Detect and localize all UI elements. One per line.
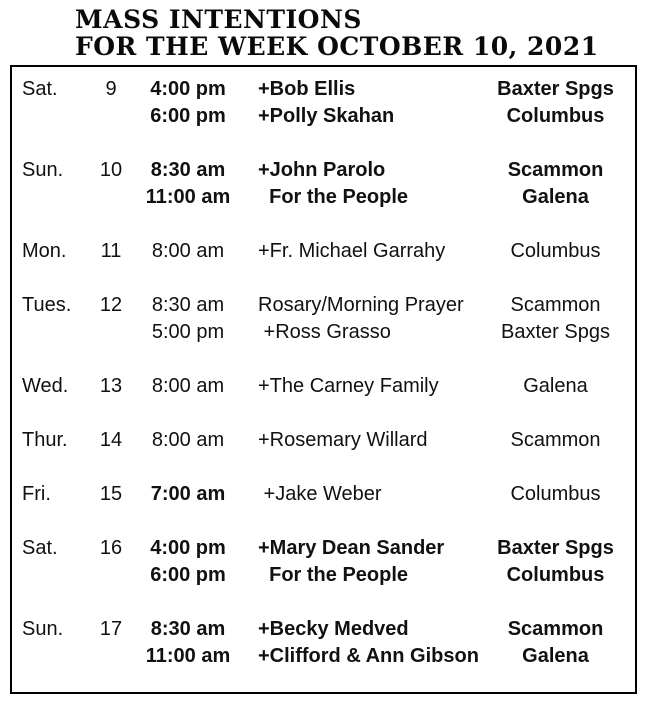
intention-cell: +Rosemary Willard [258,429,428,451]
date-cell [90,643,132,670]
date-cell [90,103,132,130]
day-group-thur-14 [12,427,635,454]
mass-row [12,643,635,670]
date-cell: 15 [99,483,123,505]
time-cell: 6:00 pm [150,564,226,586]
date-cell [90,184,132,211]
mass-row [12,319,635,346]
title-block [75,6,599,60]
date-cell: 9 [105,78,117,100]
day-cell: Tues. [22,294,72,316]
location-cell: Columbus [510,240,601,262]
location-cell: Scammon [507,159,604,181]
time-cell: 7:00 am [150,483,226,505]
location-cell: Baxter Spgs [497,537,614,559]
mass-row [12,184,635,211]
intention-cell: +Fr. Michael Garrahy [258,240,446,262]
mass-row [12,238,635,265]
time-cell: 8:30 am [150,159,226,181]
time-cell: 8:30 am [151,294,225,316]
time-cell: 8:00 am [151,375,225,397]
location-cell: Columbus [510,483,601,505]
day-cell: Sat. [22,78,58,100]
time-cell: 8:00 am [151,240,225,262]
day-group-tues-12 [12,292,635,346]
day-cell [12,184,90,211]
time-cell: 11:00 am [145,645,231,667]
mass-row [12,373,635,400]
mass-row [12,103,635,130]
day-cell [12,319,90,346]
location-cell: Scammon [510,429,601,451]
day-cell [12,643,90,670]
location-cell: Scammon [510,294,601,316]
day-group-sat-16 [12,535,635,589]
day-group-mon-11 [12,238,635,265]
date-cell: 13 [99,375,123,397]
intention-cell: For the People [258,564,409,586]
page-subtitle: FOR THE WEEK OCTOBER 10, 2021 [75,32,599,61]
mass-row [12,157,635,184]
page-title: MASS INTENTIONS [75,5,362,34]
time-cell: 11:00 am [145,186,231,208]
mass-row [12,562,635,589]
day-cell: Wed. [22,375,69,397]
mass-row [12,535,635,562]
day-cell: Sun. [22,159,64,181]
day-cell: Sun. [22,618,64,640]
location-cell: Baxter Spgs [497,78,614,100]
day-cell [12,103,90,130]
date-cell: 11 [100,240,122,262]
date-cell: 12 [99,294,123,316]
location-cell: Galena [522,645,589,667]
day-cell: Thur. [22,429,68,451]
mass-row [12,616,635,643]
mass-intentions-table [10,65,637,694]
day-cell: Mon. [22,240,67,262]
intention-cell: +Clifford & Ann Gibson [258,645,479,667]
time-cell: 5:00 pm [151,321,225,343]
intention-cell: +Becky Medved [258,618,409,640]
date-cell: 17 [99,618,123,640]
intention-cell: Rosary/Morning Prayer [258,294,464,316]
time-cell: 8:00 am [151,429,225,451]
location-cell: Baxter Spgs [501,321,610,343]
intention-cell: +Jake Weber [258,483,382,505]
time-cell: 4:00 pm [150,537,226,559]
intention-cell: +Mary Dean Sander [258,537,445,559]
intention-cell: +John Parolo [258,159,386,181]
time-cell: 8:30 am [150,618,226,640]
mass-row [12,427,635,454]
time-cell: 4:00 pm [150,78,226,100]
time-cell: 6:00 pm [150,105,226,127]
location-cell: Galena [523,375,588,397]
intention-cell: +Bob Ellis [258,78,356,100]
date-cell: 10 [99,159,123,181]
date-cell [90,319,132,346]
location-cell: Columbus [506,105,605,127]
mass-row [12,76,635,103]
day-group-sun-10 [12,157,635,211]
day-group-fri-15 [12,481,635,508]
day-group-wed-13 [12,373,635,400]
location-cell: Scammon [507,618,604,640]
mass-row [12,292,635,319]
day-group-sun-17 [12,616,635,670]
location-cell: Galena [522,186,589,208]
intention-cell: +Polly Skahan [258,105,395,127]
day-cell [12,562,90,589]
day-cell: Sat. [22,537,58,559]
mass-row [12,481,635,508]
date-cell: 16 [99,537,123,559]
day-cell: Fri. [22,483,51,505]
intention-cell: +The Carney Family [258,375,439,397]
date-cell [90,562,132,589]
intention-cell: +Ross Grasso [258,321,391,343]
day-group-sat-9 [12,76,635,130]
intention-cell: For the People [258,186,409,208]
date-cell: 14 [99,429,123,451]
location-cell: Columbus [506,564,605,586]
